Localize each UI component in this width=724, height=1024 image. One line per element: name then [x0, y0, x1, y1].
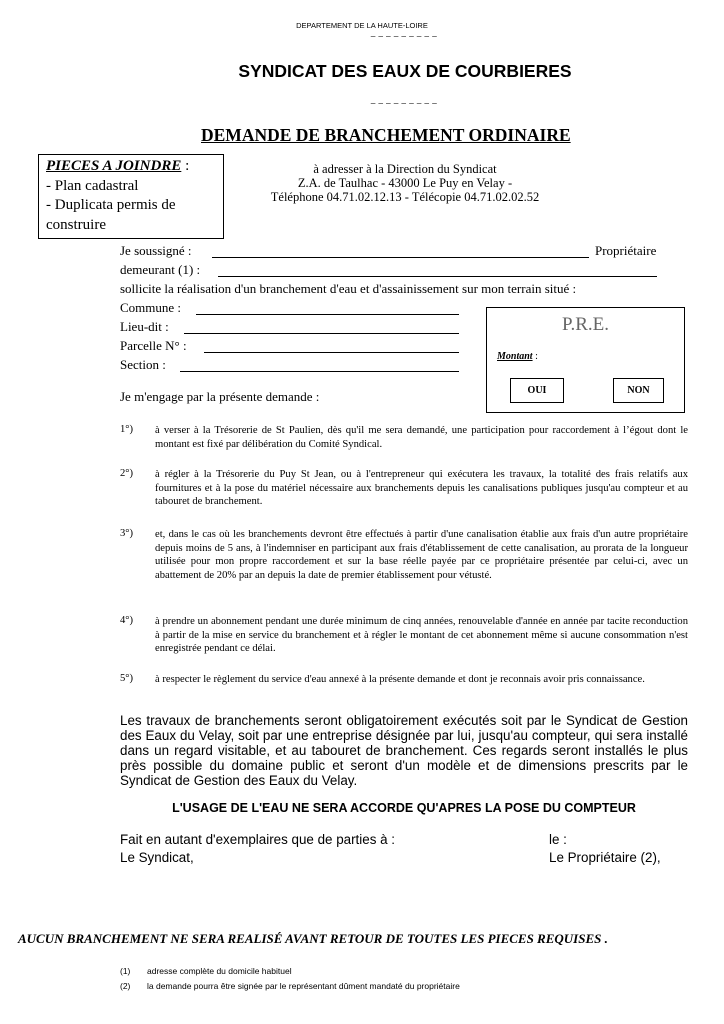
pieces-item: - Plan cadastral	[46, 177, 139, 194]
travaux-paragraph: Les travaux de branchements seront obligatoirement exécutés soit par le Syndicat de Gestion des Eaux du Velay, soit par une entreprise désignée par lui, jusqu'au compteur, qui sera installé dans un regard visitable, et au tabouret de branchement. Ces regards seront installés le plus près possible du domaine public et seront d'un modèle et de dimensions prescrits par le Syndicat de Gestion des Eaux du Velay.	[120, 713, 688, 788]
pre-title: P.R.E.	[562, 314, 609, 335]
clause-number: 1°)	[120, 424, 134, 435]
department-label: DEPARTEMENT DE LA HAUTE-LOIRE	[296, 21, 428, 30]
clause-text: à régler à la Trésorerie du Puy St Jean, ou à l'entrepreneur qui exécutera les travaux, la totalité des frais relatifs aux fournitures et à la pose du matériel nécessaire aux branchements depuis les canalisations publiques jusqu'au compteur et au tabouret de branchement.	[155, 469, 688, 507]
montant-line	[497, 351, 538, 362]
address-block	[220, 162, 590, 204]
footnote-number: (2)	[120, 981, 131, 991]
header-dashes-top: _ _ _ _ _ _ _ _ _	[370, 28, 438, 37]
clause-number: 2°)	[120, 468, 134, 479]
sollicite-text: sollicite la réalisation d'un branchement d'eau et d'assainissement sur mon terrain situé :	[120, 281, 577, 296]
address-line-1: à adresser à la Direction du Syndicat	[313, 162, 497, 176]
section-label: Section :	[120, 357, 166, 372]
warning-notice: AUCUN BRANCHEMENT NE SERA REALISÉ AVANT RETOUR DE TOUTES LES PIECES REQUISES .	[18, 931, 608, 946]
clause-number: 5°)	[120, 673, 134, 684]
engage-text: Je m'engage par la présente demande :	[120, 389, 320, 404]
lieudit-field[interactable]	[184, 333, 459, 334]
footnote-text: adresse complète du domicile habituel	[147, 966, 292, 976]
fait-text: Fait en autant d'exemplaires que de parties à :	[120, 832, 395, 847]
form-title: DEMANDE DE BRANCHEMENT ORDINAIRE	[201, 125, 571, 145]
clause-text: à respecter le règlement du service d'eau annexé à la présente demande et dont je reconnais avoir pris connaissance.	[155, 674, 645, 685]
address-line-2: Z.A. de Taulhac - 43000 Le Puy en Velay -	[297, 176, 513, 190]
commune-field[interactable]	[196, 314, 459, 315]
syndicate-title: SYNDICAT DES EAUX DE COURBIERES	[238, 61, 572, 81]
parcelle-label: Parcelle N° :	[120, 338, 187, 353]
proprietaire-signature-label: Le Propriétaire (2),	[549, 850, 661, 865]
clause-text: et, dans le cas où les branchements devront être effectués à partir d'une canalisation établie aux frais d'un autre propriétaire depuis moins de 5 ans, à l'indemniser en participant aux frais d'établissement de cette canalisation, au prorata de la longueur utilisée pour mon propre raccordement et sur la base réelle payée par ce propriétaire présentée par celui-ci, avec un abattement de 20% par an depuis la date de premier établissement pour vétusté.	[155, 529, 688, 581]
pieces-title-colon: :	[181, 158, 190, 174]
demeurant-field[interactable]	[218, 276, 657, 277]
montant-label: Montant	[497, 351, 533, 362]
soussigne-field[interactable]	[212, 257, 589, 258]
section-field[interactable]	[180, 371, 459, 372]
parcelle-field[interactable]	[204, 352, 459, 353]
montant-colon: :	[532, 351, 538, 362]
header-dashes-mid: _ _ _ _ _ _ _ _ _	[370, 95, 438, 104]
commune-label: Commune :	[120, 300, 182, 315]
lieudit-label: Lieu-dit :	[120, 319, 169, 334]
oui-checkbox[interactable]: OUI	[510, 378, 564, 403]
pieces-title-line	[46, 157, 223, 177]
demeurant-label: demeurant (1) :	[120, 262, 201, 277]
clause-text: à verser à la Trésorerie de St Paulien, dès qu'il me sera demandé, une participation pour raccordement à l’égout dont le montant est fixé par délibération du Comité Syndical.	[155, 425, 688, 450]
non-checkbox[interactable]: NON	[613, 378, 664, 403]
footnote-text: la demande pourra être signée par le représentant dûment mandaté du propriétaire	[147, 981, 460, 991]
le-date-label: le :	[549, 832, 567, 847]
usage-notice: L'USAGE DE L'EAU NE SERA ACCORDE QU'APRES LA POSE DU COMPTEUR	[172, 801, 636, 815]
address-line-3: Téléphone 04.71.02.12.13 - Télécopie 04.71.02.02.52	[270, 190, 540, 204]
pieces-a-joindre-box	[38, 154, 224, 239]
syndicat-signature-label: Le Syndicat,	[120, 850, 194, 865]
pieces-item: - Duplicata permis de	[46, 197, 176, 213]
clause-text: à prendre un abonnement pendant une durée minimum de cinq années, renouvelable d'année en année par tacite reconduction à partir de la mise en service du branchement et à régler le montant de cet abonnement même si aucune consommation n'est enregistrée pendant ce délai.	[155, 616, 688, 654]
pre-box	[486, 307, 685, 413]
clause-number: 3°)	[120, 528, 134, 539]
footnote-number: (1)	[120, 966, 131, 976]
pieces-title: PIECES A JOINDRE	[46, 158, 182, 174]
proprietaire-label: Propriétaire	[595, 243, 657, 258]
clause-number: 4°)	[120, 615, 134, 626]
soussigne-label: Je soussigné :	[120, 243, 192, 258]
pieces-item: construire	[46, 216, 106, 233]
